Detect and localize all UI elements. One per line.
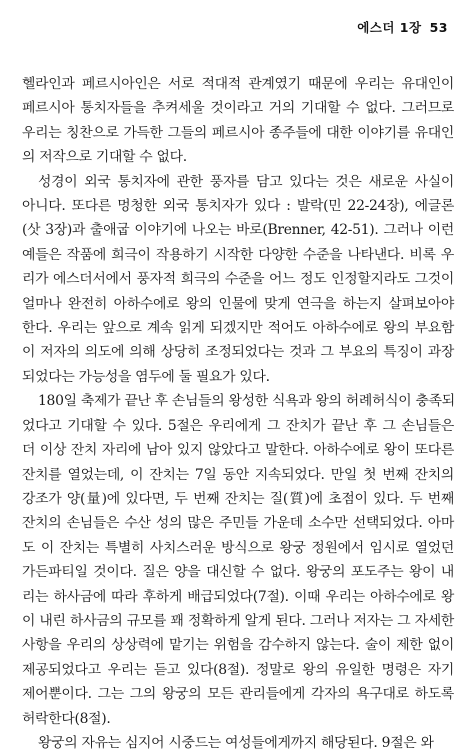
paragraph: [22, 389, 454, 731]
text-line: 사항을 우리의 상상력에 맡기는 위험을 감수하지 않는다. 술이 제한 없이: [22, 637, 454, 654]
text-line: 허락한다(8절).: [22, 710, 111, 727]
body-text: [22, 72, 454, 755]
text-line: 리는 하사금에 따라 후하게 배급되었다(7절). 이때 우리는 아하수에로 왕: [22, 588, 454, 605]
text-line: 180일 축제가 끝난 후 손님들의 왕성한 식욕과 왕의 허례허식이 충족되: [38, 393, 455, 410]
text-line: 왕궁의 자유는 심지어 시중드는 여성들에게까지 해당된다. 9절은 와: [38, 734, 434, 751]
running-head: [357, 18, 448, 36]
paragraph: [22, 170, 454, 390]
text-line: 이 저자의 의도에 의해 상당히 조정되었다는 것과 그 부요의 특징이 과장: [22, 344, 454, 361]
paragraph: [22, 72, 454, 170]
text-line: 우리는 칭찬으로 가득한 그들의 페르시아 종주들에 대한 이야기를 유대인: [22, 124, 454, 141]
text-line: 헬라인과 페르시아인은 서로 적대적 관계였기 때문에 우리는 유대인이: [22, 76, 454, 92]
paragraph: [22, 731, 454, 755]
text-line: 얼마나 완전히 아하수에로 왕의 인물에 맞게 연극을 하는지 살펴보아야: [22, 295, 454, 312]
text-line: (삿 3장)과 출애굽 이야기에 나오는 바로(Brenner, 42-51). 그러나 이런: [22, 222, 454, 239]
text-line: 되었다는 가능성을 염두에 둘 필요가 있다.: [22, 368, 270, 385]
text-line: 제어뿐이다. 그는 그의 왕궁의 모든 관리들에게 각자의 욕구대로 하도록: [22, 686, 454, 703]
text-line: 더 이상 잔치 자리에 남아 있지 않았다고 말한다. 아하수에로 왕이 또다른: [22, 442, 454, 459]
text-line: 한다. 우리는 앞으로 계속 읽게 되겠지만 적어도 아하수에로 왕의 부요함: [22, 320, 454, 337]
text-line: 강조가 양(量)에 있다면, 두 번째 잔치는 질(質)에 초점이 있다. 두 번째: [22, 490, 454, 507]
text-line: 아니다. 또다른 멍청한 외국 통치자가 있다 : 발락(민 22-24장), 에글론: [22, 198, 454, 215]
text-line: 이 내린 하사금의 규모를 꽤 정확하게 알게 된다. 그러나 저자는 그 자세한: [22, 612, 454, 629]
page-number: 53: [429, 20, 448, 35]
text-line: 제공되었다고 우리는 듣고 있다(8절). 정말로 왕의 유일한 명령은 자기: [22, 661, 454, 678]
text-line: 페르시아 통치자들을 추켜세울 것이라고 거의 기대할 수 없다. 그러므로: [22, 100, 454, 117]
text-line: 잔치를 열었는데, 이 잔치는 7일 동안 지속되었다. 만일 첫 번째 잔치의: [22, 466, 454, 483]
chapter-title: 에스더 1장: [357, 20, 422, 35]
text-line: 도 이 잔치는 특별히 사치스러운 방식으로 왕궁 정원에서 임시로 열었던: [22, 539, 454, 556]
text-line: 예들은 작품에 희극이 작용하기 시작한 다양한 수준을 나타낸다. 비록 우: [22, 246, 454, 263]
text-line: 었다고 기대할 수 있다. 5절은 우리에게 그 잔치가 끝난 후 그 손님들은: [22, 417, 454, 434]
text-line: 의 저작으로 기대할 수 없다.: [22, 149, 187, 166]
text-line: 리가 에스더서에서 풍자적 희극의 수준을 어느 정도 인정할지라도 그것이: [22, 271, 454, 288]
text-line: 가든파티일 것이다. 질은 양을 대신할 수 없다. 왕궁의 포도주는 왕이 내: [22, 564, 454, 581]
text-line: 잔치의 손님들은 수산 성의 많은 주민들 가운데 소수만 선택되었다. 아마: [22, 515, 454, 532]
text-line: 성경이 외국 통치자에 관한 풍자를 담고 있다는 것은 새로운 사실이: [38, 173, 454, 190]
